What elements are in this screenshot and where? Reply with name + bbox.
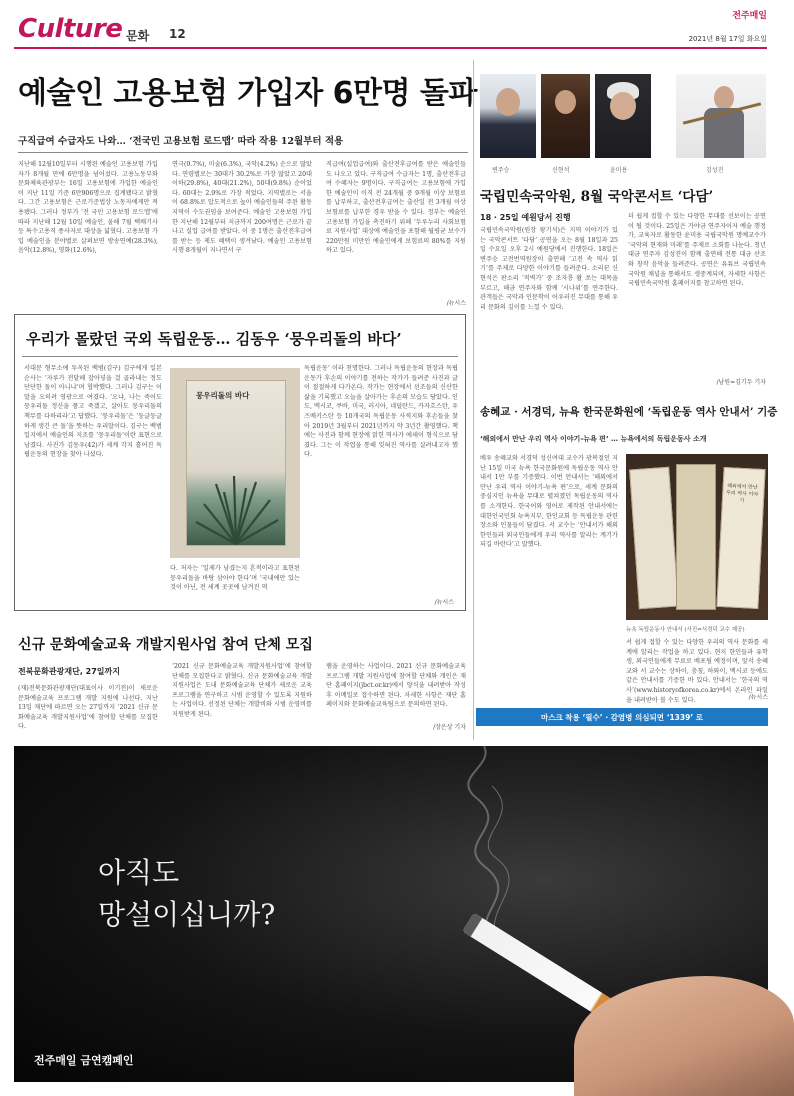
performer-name-2: 신현석 (552, 167, 570, 174)
book-col-2-tail: 다. 저자는 ‘일제가 남겼는지 흔적이라고 표현된 뭉우리돌을 바탕 삼아야 한다’며 ‘국내에만 있는 것이 아닌, 전 세계 곳곳에 남겨진 역 (170, 565, 300, 592)
performer-2-face (555, 90, 576, 114)
overseas-headline: 송혜교 · 서경덕, 뉴욕 한국문화원에 ‘독립운동 역사 안내서’ 기증 (480, 406, 778, 418)
lead-col-1: 지난해 12월10일부터 시행된 예술인 고용보험 가입자가 8개월 만에 6만명을 넘어섰다. 고용노동부와 문화체육관광부는 16일 고용보험에 가입한 예술인이 지난 11일 기준 6만906명으로 집계됐다고 밝혔다. 그간 고용보험은 근로기준법상 노동자에게만 적용됐다. 그러나 정부가 ‘전 국민 고용보험 로드맵’에 따라 지난해 12월 10일 예술인, 올해 7월 택배기사 등 특수고용직 종사자로 대상을 넓혔다. 고용보험 가입 예술인을 분야별로 살펴보면 방송연예(28.3%), 음악(12.8%), 영화(12.6%), (18, 161, 158, 255)
overseas-col-2: 서 쉽게 접할 수 있는 다양한 우리의 역사 문화를 세계에 알리는 작업을 하고 있다. 현지 한인들과 유학생, 외국인들에게 무료로 배포될 예정이며, 앞서 송혜교와 서 교수는 상하이, 충칭, 하와이, 멕시코 등에도 같은 안내서를 기증한 바 있다. 안내서는 ‘한국의 역사’(www.historyofkorea.co.kr)에서 온라인 파일을 내려받아 볼 수도 있다. (626, 639, 768, 704)
column-divider (473, 60, 474, 740)
section-logo-en: Culture (18, 14, 123, 44)
performer-name-4: 김성진 (706, 167, 724, 174)
lead-subtitle: 구직급여 수급자도 나와… ‘전국민 고용보험 로드맵’ 따라 작용 12월부터 적용 (18, 136, 344, 147)
book-cover-title: 뭉우리돌의 바다 (196, 391, 250, 400)
edu-byline: /장은상 기자 (433, 724, 466, 731)
edu-dateline: 전북문화관광재단, 27일까지 (18, 667, 120, 676)
book-col-1: 서대문 형무소에 투옥된 백범(김구) 김구에게 일본 순사는 ‘자루가 전달해 잡아넣을 걸 골라내는 정도 단단한 돌이 아니냐’며 협박했다. 그러나 김구는 이 말을 오히려 영광으로 여겼다. ‘오냐, 나는 죽어도 뭉우리돌 정신을 품고 죽겠고, 살아도 뭉우리돌의 책무를 다하리라’고 답했다. ‘뭉우리돌’은 ‘둥글둥글하게 생긴 큰 돌’을 뜻하는 우리말이다. 김구는 백범일지에서 예술인의 지조를 ‘뭉우리돌’이란 표현으로 남겼다. 사진가 김동우(42)가 세계 각지 흩어진 독립운동의 현장을 찾아 나섰다. (24, 365, 162, 459)
performer-photo-3 (595, 74, 651, 158)
overseas-kicker: ‘해외에서 만난 우리 역사 이야기-뉴욕 편’ … 뉴욕에서의 독립운동사 소개 (480, 435, 707, 443)
book-col-3: 독립운동’ 이라 천명한다. 그러나 독립운동의 현장과 독립운동가 후손의 이야기를 전하는 작가가 들려준 사진과 글이 절절하게 다가온다. 작가는 현장에서 선조들의 신산한 삶을 기록했고 오늘을 살아가는 후손의 모습도 담았다. 인도, 멕시코, 쿠바, 미국, 러시아, 네덜란드, 카자흐스탄, 우즈베키스탄 등 10개국의 독립운동 사적지와 후손들을 찾아 2019년 3월부터 2021년까지 약 3년간 촬영했다. 책에는 사진과 함께 현장에 얽힌 역사가 에세이 형식으로 담겼다. 그는 이 작업을 통해 잊혀진 역사를 살려내고자 했다. (304, 365, 458, 459)
booklet-1 (629, 467, 679, 609)
performer-1-face (496, 88, 520, 116)
ad-headline-line-2: 망설이십니까? (98, 898, 276, 931)
overseas-col-1: 배우 송혜교와 서경덕 성신여대 교수가 광복절인 지난 15일 미국 뉴욕 한국문화원에 독립운동 역사 안내서 1만 부를 기증했다. 이번 안내서는 ‘해외에서 만난 우리 역사 이야기-뉴욕 편’으로, 세계 문화의 중심지인 뉴욕을 무대로 펼쳐졌던 독립운동의 역사를 소개한다. 한국어와 영어로 제작된 안내서에는 대한인국민회 뉴욕지부, 한인교회 등 독립운동 관련 장소와 인물들이 담겼다. 서 교수는 ‘안내서가 해외 한인들과 외국인들에게 우리 역사를 알리는 계기가 되길 바란다’고 말했다. (480, 455, 618, 549)
no-smoking-ad (14, 746, 768, 1082)
booklet-3-title: 해외에서 만난 우리 역사 이야기 (725, 483, 759, 505)
edu-col-1: (재)전북문화관광재단(대표이사 이기전)이 새로운 문화예술교육 프로그램 개발 지원에 나선다. 지난 13일 재단에 따르면 오는 27일까지 ‘2021 신규 문화예술교육 개발지원사업’에 참여할 단체를 모집한다. (18, 685, 158, 731)
lead-col-2: 연극(9.7%), 미술(6.3%), 국악(4.2%) 순으로 많았다. 연령별로는 30대가 30.2%로 가장 많았고 20대 이하(29.8%), 40대(21.2%), 50대(9.8%) 순이었다. 60대는 2.9%로 가장 적었다. 지역별로는 서울이 68.8%로 압도적으로 높아 예술인들의 주된 활동 지역이 수도권임을 보여준다. 예술인 고용보험 가입한 지난해 12월부터 지금까지 200여명은 근로가 끝나고 실업 급여를 받았다. 이 중 1명은 출산전후급여를 받는 등 제도 혜택이 생겨났다. 예술인 고용보험 시행 8개월이 지나면서 구 (172, 161, 312, 255)
ad-headline-line-1: 아직도 (98, 856, 180, 889)
book-cover-image (170, 368, 300, 558)
booklet-caption: 뉴욕 독립운동사 안내서 (사진=서경덕 교수 제공) (626, 627, 745, 633)
booklet-photo (626, 454, 768, 620)
overseas-byline: /뉴시스 (748, 694, 768, 701)
issue-date: 2021년 8월 17일 화요일 (688, 35, 767, 43)
notice-strip (476, 708, 768, 726)
performer-name-1: 변주승 (492, 167, 510, 174)
performer-photo-4 (676, 74, 766, 158)
edu-headline: 신규 문화예술교육 개발지원사업 참여 단체 모집 (18, 637, 313, 653)
section-name-ko: 문화 (126, 29, 150, 43)
notice-strip-text: 마스크 착용 ‘필수’ · 감염병 의심되면 ‘1339’ 로 (540, 713, 704, 722)
concert-col-2: 더 쉽게 접할 수 있는 다양한 무대를 선보이는 공연이 될 것이다. 25일은 가야금 연주자이자 예술 행정가, 교육자로 활동한 윤미용 국립국악원 명예교수가 ‘국악의 현재와 미래’를 주제로 소회를 나눈다. 청년 대금 연주자 김성진이 함께 출연해 전통 대금 산조와 창작 음악을 들려준다. 공연은 유튜브 국립민속국악원 채널을 통해서도 생중계되며, 자세한 사항은 국립민속국악원 홈페이지를 참고하면 된다. (628, 213, 766, 288)
performer-4-face (714, 86, 734, 110)
hand-shape (574, 976, 794, 1096)
concert-col-1: 국립민속국악원(원장 왕기석)은 지역 이야기가 있는 국악콘서트 ‘다담’ 공연을 오는 8월 18일과 25일 수요일 오후 2시 예원당에서 진행한다. 18일은 변주승 고전번역원장이 출연해 ‘고전 속 역사 읽기’를 주제로 다양한 이야기를 들려준다. 소리꾼 신현석은 판소리 ‘적벽가’ 중 조자룡 활 쏘는 대목을 부르고, 해금 연주자와 함께 ‘시나위’를 연주한다. 관객들은 국악과 인문학이 어우러진 무대를 통해 우리 문화의 깊이를 느낄 수 있다. (480, 227, 618, 311)
concert-headline: 국립민속국악원, 8월 국악콘서트 ‘다담’ (480, 189, 714, 205)
edu-col-2: ‘2021 신규 문화예술교육 개발지원사업’에 참여할 단체를 모집한다고 밝혔다. 신규 문화예술교육 개발지원사업은 도내 문화예술교육 단체가 새로운 교육 프로그램을 연구하고 시범 운영할 수 있도록 지원하는 사업이다. 선정된 단체는 개발비와 시범 운영비를 지원받게 된다. (172, 663, 312, 718)
edu-col-3: 램을 운영하는 사업이다. 2021 신규 문화예술교육 프로그램 개발 지원사업에 참여할 단체와 개인은 재단 홈페이지(jbct.or.kr)에서 양식을 내려받아 작성 후 이메일로 접수하면 된다. 자세한 사항은 재단 홈페이지와 문화예술교육팀으로 문의하면 된다. (326, 663, 466, 709)
cactus-illustration (186, 448, 286, 546)
lead-byline: /뉴시스 (446, 300, 466, 307)
concert-dateline: 18 · 25일 예원당서 진행 (480, 213, 571, 222)
lead-sub-rule (18, 152, 468, 153)
masthead-rule (14, 47, 767, 49)
ad-footer: 전주매일 금연캠페인 (34, 1054, 134, 1067)
page-number: 12 (169, 27, 186, 41)
performer-3-face (610, 92, 636, 120)
booklet-2 (676, 464, 716, 610)
performer-photo-2 (541, 74, 590, 158)
performer-name-3: 윤미용 (610, 167, 628, 174)
concert-byline: /남원=김기두 기자 (716, 379, 766, 386)
lead-headline: 예술인 고용보험 가입자 6만명 돌파 (18, 76, 477, 111)
book-rule (22, 356, 458, 357)
paper-name: 전주매일 (732, 11, 767, 21)
performer-photo-1 (480, 74, 536, 158)
book-byline: /뉴시스 (434, 599, 454, 606)
lead-col-3: 직급여(실업급여)와 출산전후급여를 받은 예술인들도 나오고 있다. 구직급여 수급자는 1명, 출산전후급여 수혜자는 9명이다. 구직급여는 고용보험에 가입한 예술인이 이직 전 24개월 중 9개월 이상 보험료를 납부하고, 출산전후급여는 출산일 전 3개월 이상 보험료를 납부한 경우 받을 수 있다. 정부는 예술인 고용보험 가입을 촉진하기 위해 ‘두루누리 사회보험료 지원사업’ 대상에 예술인을 포함해 월평균 보수가 220만원 미만인 예술인에게 보험료의 80%를 지원하고 있다. (326, 161, 466, 255)
book-headline: 우리가 몰랐던 국외 독립운동… 김동우 ‘뭉우리돌의 바다’ (26, 330, 402, 348)
masthead (0, 0, 781, 50)
